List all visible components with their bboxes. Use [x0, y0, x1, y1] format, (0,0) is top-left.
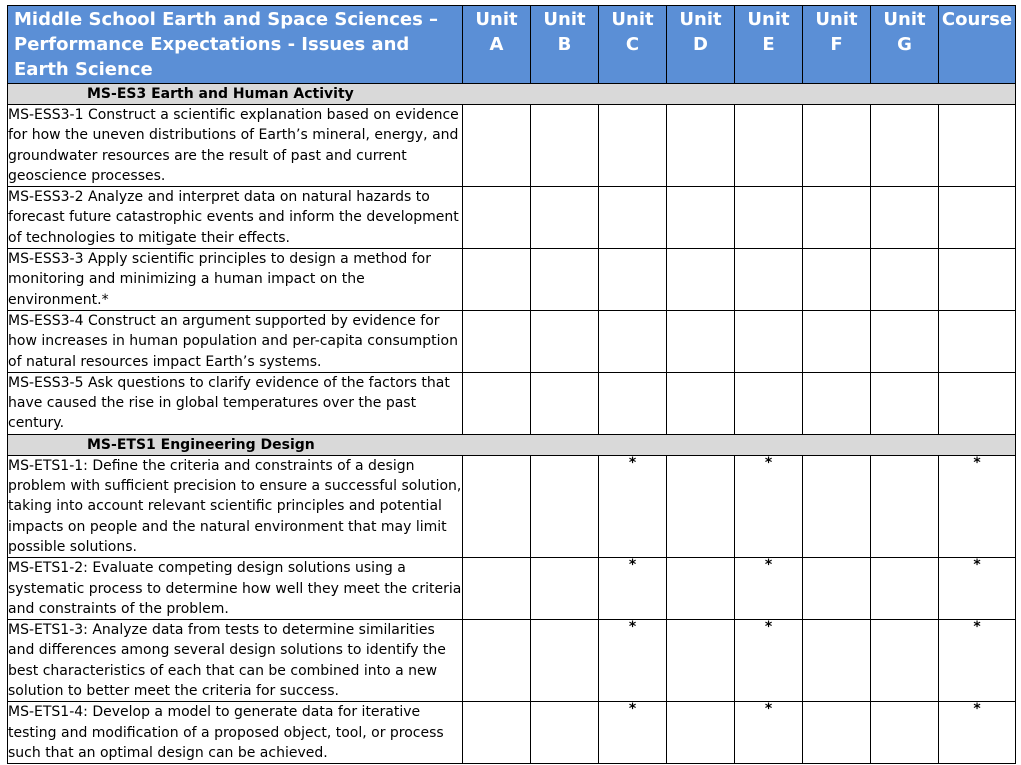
mark-cell — [939, 372, 1016, 434]
column-header-line2: D — [693, 34, 708, 55]
standard-description: MS-ETS1-4: Develop a model to generate data for iterative testing and modification of a proposed object, tool, or process such that an optimal design can be achieved. — [8, 702, 463, 764]
section-title: MS-ETS1 Engineering Design — [87, 436, 315, 453]
mark-cell: * — [939, 455, 1016, 557]
mark-cell — [463, 372, 531, 434]
mark-cell — [599, 310, 667, 372]
mark-cell — [871, 187, 939, 249]
mark-cell — [939, 105, 1016, 187]
column-header-line2: C — [625, 34, 640, 55]
mark-cell — [531, 372, 599, 434]
standard-description: MS-ESS3-4 Construct an argument supported by evidence for how increases in human population and per-capita consumption of natural resources impact Earth’s systems. — [8, 310, 463, 372]
standard-description: MS-ETS1-1: Define the criteria and constraints of a design problem with sufficient precision to ensure a successful solution, taking into account relevant scientific principles and potential impacts on people and the natural environment that may limit possible solutions. — [8, 455, 463, 557]
column-header-line2: G — [897, 34, 912, 55]
table-header — [8, 6, 1016, 84]
mark-cell: * — [735, 702, 803, 764]
column-header-line1: Course — [941, 9, 1013, 30]
standard-description: MS-ETS1-3: Analyze data from tests to determine similarities and differences among several design solutions to identify the best characteristics of each that can be combined into a new solution to better meet the criteria for success. — [8, 620, 463, 702]
column-header-line1: Unit — [543, 9, 586, 30]
standard-description: MS-ETS1-2: Evaluate competing design solutions using a systematic process to determine how well they meet the criteria and constraints of the problem. — [8, 558, 463, 620]
table-title: Middle School Earth and Space Sciences – Performance Expectations - Issues and Earth Science — [8, 6, 463, 84]
mark-cell: * — [939, 620, 1016, 702]
section-header-row — [8, 84, 1016, 105]
mark-cell — [939, 310, 1016, 372]
mark-cell — [463, 620, 531, 702]
mark-cell — [667, 249, 735, 311]
mark-cell — [871, 702, 939, 764]
standard-description: MS-ESS3-1 Construct a scientific explanation based on evidence for how the uneven distributions of Earth’s mineral, energy, and groundwater resources are the result of past and current geoscience processes. — [8, 105, 463, 187]
column-header-unit-c — [599, 6, 667, 84]
mark-cell — [871, 372, 939, 434]
mark-cell — [667, 187, 735, 249]
table-row — [8, 187, 1016, 249]
column-header-line1: Unit — [883, 9, 926, 30]
mark-cell: * — [599, 620, 667, 702]
mark-cell — [599, 105, 667, 187]
column-header-unit-f — [803, 6, 871, 84]
mark-cell — [803, 249, 871, 311]
column-header-unit-a — [463, 6, 531, 84]
mark-cell — [871, 620, 939, 702]
section-header-row — [8, 434, 1016, 455]
mark-cell — [463, 455, 531, 557]
mark-cell — [735, 310, 803, 372]
mark-cell — [463, 310, 531, 372]
mark-cell — [803, 558, 871, 620]
standard-description: MS-ESS3-5 Ask questions to clarify evidence of the factors that have caused the rise in global temperatures over the past century. — [8, 372, 463, 434]
column-header-line2: F — [830, 34, 843, 55]
mark-cell — [939, 249, 1016, 311]
mark-cell — [871, 455, 939, 557]
mark-cell — [531, 455, 599, 557]
mark-cell — [531, 620, 599, 702]
performance-expectations-table — [7, 5, 1016, 764]
mark-cell — [735, 187, 803, 249]
column-header-unit-d — [667, 6, 735, 84]
column-header-line2: B — [557, 34, 572, 55]
mark-cell — [871, 310, 939, 372]
mark-cell — [463, 558, 531, 620]
mark-cell — [803, 455, 871, 557]
mark-cell — [735, 372, 803, 434]
mark-cell: * — [599, 558, 667, 620]
column-header-line2: A — [489, 34, 504, 55]
mark-cell — [667, 455, 735, 557]
mark-cell — [871, 558, 939, 620]
mark-cell — [531, 310, 599, 372]
table-row — [8, 105, 1016, 187]
table-row — [8, 249, 1016, 311]
mark-cell: * — [939, 702, 1016, 764]
mark-cell — [667, 620, 735, 702]
mark-cell — [939, 187, 1016, 249]
table-body — [8, 84, 1016, 764]
column-header-unit-e — [735, 6, 803, 84]
mark-cell — [599, 249, 667, 311]
mark-cell — [667, 558, 735, 620]
mark-cell — [735, 105, 803, 187]
column-header-line1: Unit — [747, 9, 790, 30]
mark-cell — [803, 187, 871, 249]
mark-cell — [463, 249, 531, 311]
column-header-unit-g — [871, 6, 939, 84]
mark-cell — [803, 702, 871, 764]
mark-cell — [667, 105, 735, 187]
mark-cell — [871, 249, 939, 311]
mark-cell: * — [599, 702, 667, 764]
mark-cell — [531, 105, 599, 187]
column-header-line1: Unit — [611, 9, 654, 30]
section-header-cell — [8, 84, 1016, 105]
mark-cell — [599, 372, 667, 434]
mark-cell — [531, 702, 599, 764]
mark-cell — [599, 187, 667, 249]
mark-cell: * — [735, 558, 803, 620]
column-header-course — [939, 6, 1016, 84]
mark-cell — [803, 105, 871, 187]
column-header-line1: Unit — [679, 9, 722, 30]
mark-cell — [803, 620, 871, 702]
table-row — [8, 372, 1016, 434]
column-header-line2: E — [762, 34, 775, 55]
mark-cell — [803, 372, 871, 434]
mark-cell — [667, 310, 735, 372]
mark-cell — [463, 702, 531, 764]
mark-cell — [463, 105, 531, 187]
mark-cell — [531, 249, 599, 311]
mark-cell — [531, 187, 599, 249]
mark-cell: * — [599, 455, 667, 557]
mark-cell — [667, 702, 735, 764]
mark-cell — [667, 372, 735, 434]
table-row — [8, 558, 1016, 620]
section-header-cell — [8, 434, 1016, 455]
table-row — [8, 620, 1016, 702]
mark-cell: * — [939, 558, 1016, 620]
column-header-line1: Unit — [815, 9, 858, 30]
mark-cell: * — [735, 620, 803, 702]
standard-description: MS-ESS3-2 Analyze and interpret data on natural hazards to forecast future catastrophic events and inform the development of technologies to mitigate their effects. — [8, 187, 463, 249]
table-row — [8, 310, 1016, 372]
table-row — [8, 702, 1016, 764]
column-header-unit-b — [531, 6, 599, 84]
mark-cell — [803, 310, 871, 372]
table-row — [8, 455, 1016, 557]
mark-cell — [463, 187, 531, 249]
mark-cell: * — [735, 455, 803, 557]
section-title: MS-ES3 Earth and Human Activity — [87, 86, 354, 102]
mark-cell — [871, 105, 939, 187]
mark-cell — [531, 558, 599, 620]
mark-cell — [735, 249, 803, 311]
standard-description: MS-ESS3-3 Apply scientific principles to design a method for monitoring and minimizing a human impact on the environment.* — [8, 249, 463, 311]
column-header-line1: Unit — [475, 9, 518, 30]
